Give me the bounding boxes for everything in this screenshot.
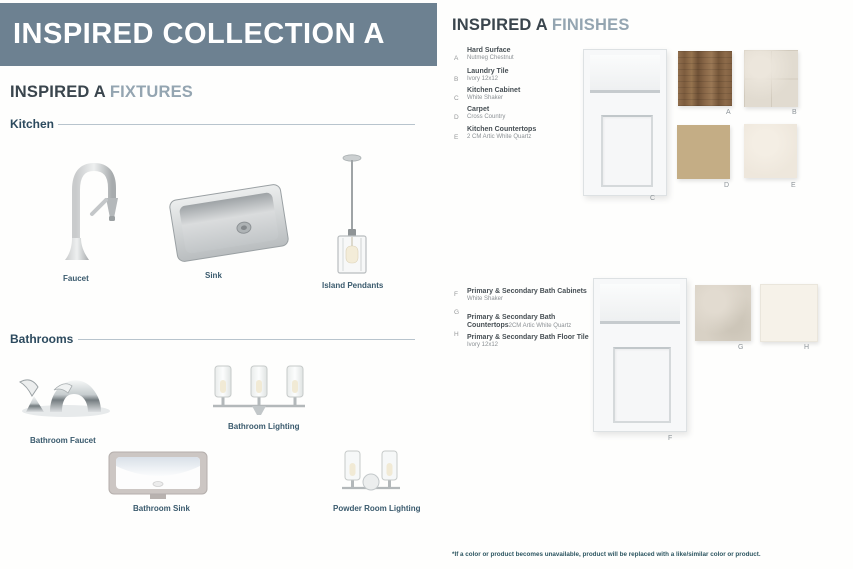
bathroom-faucet-image xyxy=(14,356,114,418)
disclaimer-footnote: *If a color or product becomes unavailable, product will be replaced with a like/similar color or product. xyxy=(452,551,761,558)
bathroom-sink-image xyxy=(108,451,208,500)
list-letter-d: D xyxy=(454,114,459,121)
pendant-light-icon xyxy=(333,152,371,274)
kitchen-rule xyxy=(58,124,415,125)
island-pendants-label: Island Pendants xyxy=(322,281,384,290)
finish-detail: White Shaker xyxy=(467,296,504,302)
page-title: INSPIRED COLLECTION A xyxy=(13,18,385,50)
kitchen-faucet-icon xyxy=(60,158,128,262)
finishes-title-primary: INSPIRED A xyxy=(452,16,548,34)
vanity-light-2-icon xyxy=(338,450,404,500)
list-letter-b: B xyxy=(454,76,459,83)
finish-detail: White Shaker xyxy=(467,95,504,101)
kitchen-countertop-swatch xyxy=(744,124,797,178)
finish-name: Primary & Secondary Bath Floor Tile xyxy=(467,334,589,341)
bathroom-lighting-label: Bathroom Lighting xyxy=(228,422,300,431)
cabinet-drawer-front xyxy=(590,55,661,93)
laundry-tile-swatch xyxy=(744,50,798,107)
bathrooms-rule xyxy=(78,339,415,340)
fixtures-title-secondary: FIXTURES xyxy=(109,83,194,101)
hard-surface-swatch xyxy=(678,51,732,106)
finish-detail: Nutmeg Chestnut xyxy=(467,55,514,61)
swatch-label-a: A xyxy=(726,109,731,116)
bathrooms-heading: Bathrooms xyxy=(10,332,74,346)
bath-cabinet-swatch xyxy=(593,278,687,432)
cabinet-drawer-front xyxy=(600,284,679,323)
finish-name: Kitchen Cabinet xyxy=(467,87,521,94)
kitchen-heading: Kitchen xyxy=(10,117,55,131)
swatch-label-f: F xyxy=(668,435,673,442)
finish-detail: Ivory 12x12 xyxy=(467,342,499,348)
finish-item-hard-surface xyxy=(467,47,597,62)
swatch-label-c: C xyxy=(650,195,656,202)
list-letter-c: C xyxy=(454,95,459,102)
finish-item-kitchen-countertops xyxy=(467,126,597,141)
list-letter-e: E xyxy=(454,134,459,141)
finish-detail: 2 CM Artic White Quartz xyxy=(467,134,532,140)
bath-floor-tile-swatch xyxy=(760,284,818,342)
finish-item-bath-countertops xyxy=(467,314,577,330)
bathroom-sink-label: Bathroom Sink xyxy=(133,504,190,513)
list-letter-g: G xyxy=(454,309,460,316)
kitchen-cabinet-swatch xyxy=(583,49,667,196)
bathroom-lighting-image xyxy=(207,364,311,419)
kitchen-sink-label: Sink xyxy=(205,271,222,280)
finish-name: Primary & Secondary Bath Countertops xyxy=(467,314,556,329)
fixtures-section-title xyxy=(10,83,193,102)
vanity-light-3-icon xyxy=(207,364,311,419)
finish-item-kitchen-cabinet xyxy=(467,87,597,102)
finish-detail: Cross Country xyxy=(467,114,506,120)
finish-item-laundry-tile xyxy=(467,68,597,83)
swatch-label-h: H xyxy=(804,344,810,351)
finish-name: Carpet xyxy=(467,106,490,113)
finish-item-bath-floor-tile xyxy=(467,334,597,349)
list-letter-f: F xyxy=(454,291,458,298)
finishes-title-secondary: FINISHES xyxy=(551,16,630,34)
kitchen-sink-image xyxy=(165,182,293,264)
swatch-label-g: G xyxy=(738,344,744,351)
finish-detail: 2CM Artic White Quartz xyxy=(508,323,572,329)
list-letter-h: H xyxy=(454,331,459,338)
powder-room-lighting-image xyxy=(338,450,404,500)
kitchen-faucet-image xyxy=(60,158,128,262)
swatch-label-e: E xyxy=(791,182,796,189)
finish-name: Hard Surface xyxy=(467,47,511,54)
bath-countertop-swatch xyxy=(695,285,751,341)
finish-item-carpet xyxy=(467,106,597,121)
finishes-section-title xyxy=(452,16,630,35)
finish-name: Kitchen Countertops xyxy=(467,126,537,133)
cabinet-door-panel xyxy=(601,115,653,187)
banner xyxy=(0,3,437,66)
bathroom-faucet-icon xyxy=(14,356,114,418)
kitchen-faucet-label: Faucet xyxy=(63,274,89,283)
island-pendant-image xyxy=(333,152,371,274)
cabinet-door-panel xyxy=(613,347,670,422)
finish-detail: Ivory 12x12 xyxy=(467,76,499,82)
swatch-label-b: B xyxy=(792,109,797,116)
list-letter-a: A xyxy=(454,55,459,62)
fixtures-title-primary: INSPIRED A xyxy=(10,83,106,101)
bathroom-faucet-label: Bathroom Faucet xyxy=(30,436,96,445)
finish-name: Laundry Tile xyxy=(467,68,509,75)
swatch-label-d: D xyxy=(724,182,730,189)
bathroom-sink-icon xyxy=(108,451,208,500)
kitchen-sink-icon xyxy=(165,182,293,264)
carpet-swatch xyxy=(677,125,730,179)
finish-name: Primary & Secondary Bath Cabinets xyxy=(467,288,587,295)
finish-item-bath-cabinets xyxy=(467,288,597,303)
powder-room-lighting-label: Powder Room Lighting xyxy=(333,504,421,513)
